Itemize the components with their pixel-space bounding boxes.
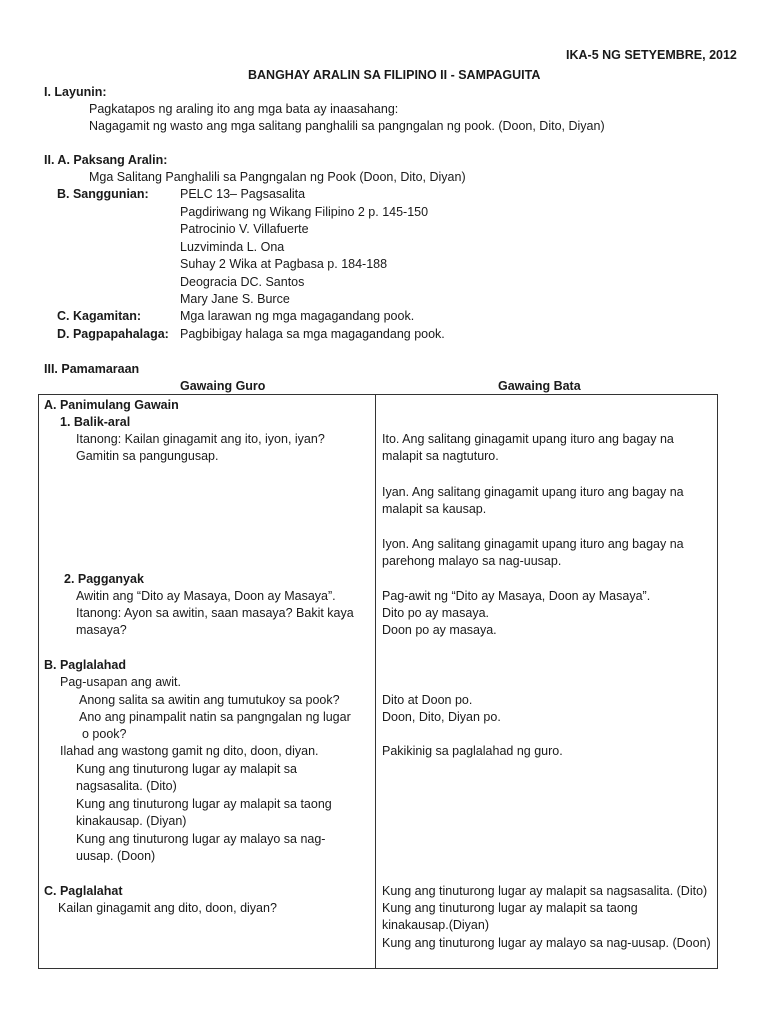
pagpapahalaga-value: Pagbibigay halaga sa mga magagandang pook. [180,327,445,341]
bata-text: malapit sa kausap. [382,502,487,516]
sanggunian-item: Suhay 2 Wika at Pagbasa p. 184-188 [180,257,388,271]
guro-text: Kung ang tinuturong lugar ay malapit sa [76,762,297,776]
guro-text: nagsasalita. (Dito) [76,779,177,793]
sanggunian-item: Deogracia DC. Santos [180,275,305,289]
guro-text: Kung ang tinuturong lugar ay malayo sa nag- [76,832,326,846]
pagpapahalaga-label: D. Pagpapahalaga: [57,327,169,341]
guro-text: Anong salita sa awitin ang tumutukoy sa pook? [79,693,340,707]
column-header-bata: Gawaing Bata [498,379,581,393]
guro-text: Itanong: Ayon sa awitin, saan masaya? Bakit kaya [76,606,354,620]
guro-text: Itanong: Kailan ginagamit ang ito, iyon, iyan? [76,432,325,446]
bata-text: Iyan. Ang salitang ginagamit upang ituro ang bagay na [382,485,684,499]
guro-text: uusap. (Doon) [76,849,156,863]
panimula-heading: A. Panimulang Gawain [44,398,179,412]
guro-text: Kailan ginagamit ang dito, doon, diyan? [58,901,277,915]
balik-aral-heading: 1. Balik-aral [60,415,131,429]
date: IKA-5 NG SETYEMBRE, 2012 [566,48,737,62]
layunin-line2: Nagagamit ng wasto ang mga salitang panghalili sa pangngalan ng pook. (Doon, Dito, Diyan) [89,119,605,133]
paglalahat-heading: C. Paglalahat [44,884,123,898]
guro-text: masaya? [76,623,127,637]
bata-text: Kung ang tinuturong lugar ay malapit sa taong [382,901,638,915]
bata-text: Iyon. Ang salitang ginagamit upang ituro ang bagay na [382,537,684,551]
bata-text: malapit sa nagtuturo. [382,449,499,463]
layunin-line1: Pagkatapos ng araling ito ang mga bata ay inaasahang: [89,102,399,116]
sanggunian-label: B. Sanggunian: [57,187,149,201]
sanggunian-item: Mary Jane S. Burce [180,292,290,306]
guro-text: kinakausap. (Diyan) [76,814,187,828]
bata-text: Pakikinig sa paglalahad ng guro. [382,744,563,758]
guro-text: Gamitin sa pangungusap. [76,449,219,463]
bata-text: kinakausap.(Diyan) [382,918,489,932]
bata-text: Dito po ay masaya. [382,606,489,620]
bata-text: Ito. Ang salitang ginagamit upang ituro ang bagay na [382,432,674,446]
bata-text: Doon, Dito, Diyan po. [382,710,501,724]
bata-text: parehong malayo sa nag-uusap. [382,554,562,568]
paksang-heading: II. A. Paksang Aralin: [44,153,168,167]
pagganyak-heading: 2. Pagganyak [64,572,144,586]
column-divider [375,394,376,969]
sanggunian-item: PELC 13– Pagsasalita [180,187,306,201]
guro-text: Ilahad ang wastong gamit ng dito, doon, diyan. [60,744,319,758]
sanggunian-item: Luzviminda L. Ona [180,240,285,254]
paksang-topic: Mga Salitang Panghalili sa Pangngalan ng Pook (Doon, Dito, Diyan) [89,170,466,184]
guro-text: Kung ang tinuturong lugar ay malapit sa taong [76,797,332,811]
guro-text: Ano ang pinampalit natin sa pangngalan ng lugar [79,710,351,724]
page-title: BANGHAY ARALIN SA FILIPINO II - SAMPAGUITA [248,68,541,82]
pamamaraan-heading: III. Pamamaraan [44,362,140,376]
kagamitan-value: Mga larawan ng mga magagandang pook. [180,309,415,323]
bata-text: Kung ang tinuturong lugar ay malayo sa nag-uusap. (Doon) [382,936,711,950]
guro-text: o pook? [82,727,127,741]
bata-text: Kung ang tinuturong lugar ay malapit sa nagsasalita. (Dito) [382,884,708,898]
layunin-heading: I. Layunin: [44,85,107,99]
sanggunian-item: Pagdiriwang ng Wikang Filipino 2 p. 145-150 [180,205,429,219]
guro-text: Awitin ang “Dito ay Masaya, Doon ay Masaya”. [76,589,336,603]
bata-text: Dito at Doon po. [382,693,473,707]
sanggunian-item: Patrocinio V. Villafuerte [180,222,309,236]
bata-text: Pag-awit ng “Dito ay Masaya, Doon ay Masaya”. [382,589,651,603]
kagamitan-label: C. Kagamitan: [57,309,142,323]
bata-text: Doon po ay masaya. [382,623,497,637]
paglalahad-heading: B. Paglalahad [44,658,126,672]
column-header-guro: Gawaing Guro [180,379,266,393]
guro-text: Pag-usapan ang awit. [60,675,181,689]
